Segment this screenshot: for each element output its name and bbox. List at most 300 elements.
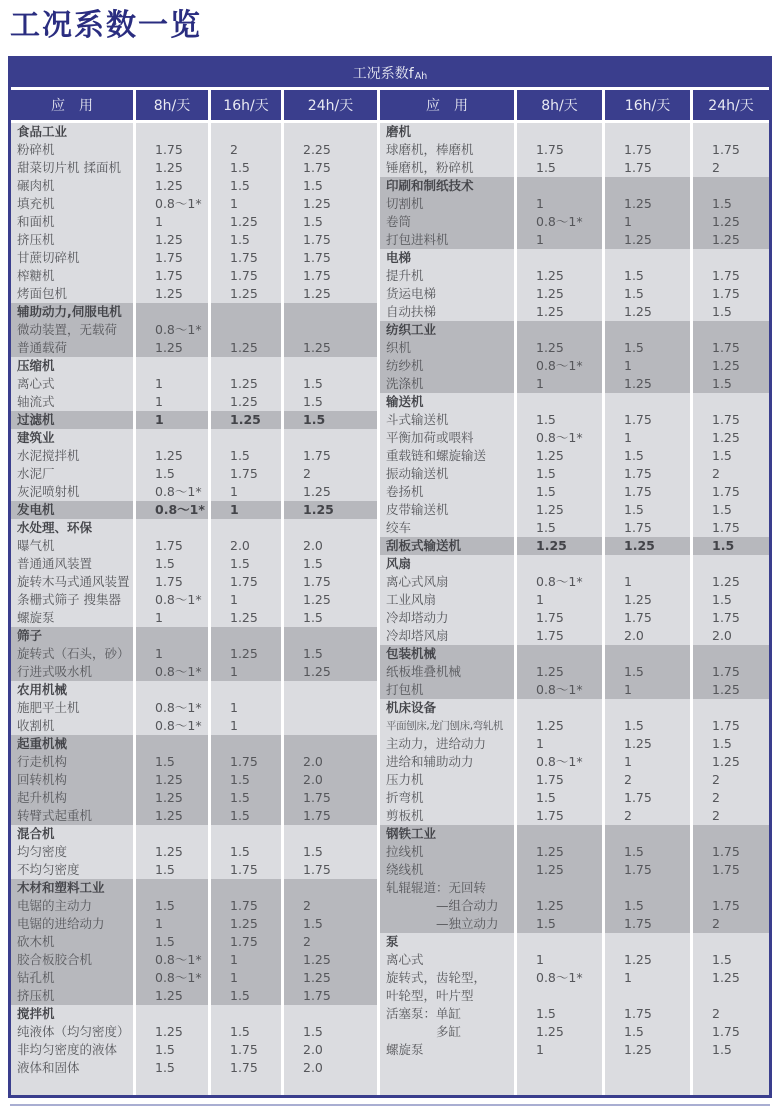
- value-24h: 1.75: [284, 573, 377, 591]
- value-16h: 1.5: [605, 285, 690, 303]
- value-16h: 1.25: [605, 195, 690, 213]
- value-8h: [517, 1059, 602, 1077]
- value-8h: 1.75: [136, 267, 208, 285]
- value-8h: [136, 627, 208, 645]
- col-header-8h-day: 8h/天: [517, 90, 602, 120]
- value-8h: [517, 177, 602, 195]
- value-24h: [693, 555, 769, 573]
- row-label: 行进式吸水机: [11, 663, 133, 681]
- value-24h: 1.75: [693, 717, 769, 735]
- value-16h: 1.75: [605, 915, 690, 933]
- value-24h: 1.25: [284, 969, 377, 987]
- row-label: 灰泥喷射机: [11, 483, 133, 501]
- value-24h: 1.75: [284, 231, 377, 249]
- value-24h: [284, 1005, 377, 1023]
- value-24h: 1.25: [693, 213, 769, 231]
- row-label: 绕线机: [380, 861, 514, 879]
- coefficient-table: [8, 56, 772, 1098]
- value-8h: 1: [136, 915, 208, 933]
- section-label: 包装机械: [380, 645, 514, 663]
- row-label: 多缸: [380, 1023, 514, 1041]
- value-24h: [693, 393, 769, 411]
- value-16h: 1.75: [605, 861, 690, 879]
- row-label: 活塞泵：单缸: [380, 1005, 514, 1023]
- row-label: 旋转木马式通风装置: [11, 573, 133, 591]
- row-label: 普通通风装置: [11, 555, 133, 573]
- section-label: 食品工业: [11, 123, 133, 141]
- value-24h: 2: [693, 1005, 769, 1023]
- value-8h: 1: [136, 213, 208, 231]
- value-8h: 1: [136, 609, 208, 627]
- value-24h: 1.75: [284, 267, 377, 285]
- row-label: 卷筒: [380, 213, 514, 231]
- row-label: 切割机: [380, 195, 514, 213]
- value-8h: [136, 1005, 208, 1023]
- table-header-band: [11, 59, 769, 87]
- row-label: 填充机: [11, 195, 133, 213]
- value-8h: 1.75: [517, 771, 602, 789]
- value-16h: [605, 1077, 690, 1095]
- value-24h: [693, 123, 769, 141]
- value-16h: 2: [605, 771, 690, 789]
- value-24h: 1.5: [693, 951, 769, 969]
- value-24h: 1.25: [693, 753, 769, 771]
- value-24h: 1.75: [284, 249, 377, 267]
- value-16h: [605, 879, 690, 897]
- col-header-application: 应 用: [380, 90, 514, 120]
- value-8h: 1.75: [517, 807, 602, 825]
- section-label: 机床设备: [380, 699, 514, 717]
- row-label: 冷却塔动力: [380, 609, 514, 627]
- value-8h: [136, 735, 208, 753]
- value-8h: 1.25: [136, 807, 208, 825]
- value-16h: 1: [605, 357, 690, 375]
- value-8h: 0.8～1*: [136, 951, 208, 969]
- value-24h: [284, 303, 377, 321]
- value-8h: 1.25: [136, 843, 208, 861]
- row-label: 折弯机: [380, 789, 514, 807]
- value-16h: 1.25: [605, 231, 690, 249]
- value-8h: 1.25: [136, 1023, 208, 1041]
- value-8h: 1.5: [517, 915, 602, 933]
- value-16h: 1: [211, 969, 281, 987]
- row-label: 旋转式，齿轮型，: [380, 969, 514, 987]
- value-16h: 1: [605, 969, 690, 987]
- value-8h: 1.25: [136, 177, 208, 195]
- value-24h: [284, 879, 377, 897]
- value-8h: [517, 933, 602, 951]
- value-8h: 1: [517, 231, 602, 249]
- value-24h: 1.75: [693, 861, 769, 879]
- value-16h: [211, 825, 281, 843]
- value-24h: 2.0: [284, 1059, 377, 1077]
- value-24h: 1.25: [284, 339, 377, 357]
- value-8h: [517, 699, 602, 717]
- value-16h: 1: [605, 213, 690, 231]
- value-16h: [211, 123, 281, 141]
- value-8h: 0.8～1*: [517, 429, 602, 447]
- value-24h: 2.0: [284, 537, 377, 555]
- value-8h: 1.75: [517, 609, 602, 627]
- value-24h: 1.5: [693, 501, 769, 519]
- value-16h: 1.5: [211, 159, 281, 177]
- value-16h: 1.5: [605, 267, 690, 285]
- value-8h: 1.25: [136, 285, 208, 303]
- value-16h: 1.25: [605, 735, 690, 753]
- value-16h: 1.25: [605, 591, 690, 609]
- row-label: 电锯的进给动力: [11, 915, 133, 933]
- value-16h: 2: [211, 141, 281, 159]
- row-label: 自动扶梯: [380, 303, 514, 321]
- row-label: 螺旋泵: [11, 609, 133, 627]
- value-8h: 1.25: [517, 267, 602, 285]
- section-label: 混合机: [11, 825, 133, 843]
- value-16h: 1.75: [211, 249, 281, 267]
- row-label: 重载链和螺旋输送: [380, 447, 514, 465]
- value-16h: [211, 735, 281, 753]
- value-16h: 1.25: [605, 951, 690, 969]
- value-24h: 2: [693, 159, 769, 177]
- row-label: 工业风扇: [380, 591, 514, 609]
- value-8h: [517, 645, 602, 663]
- value-24h: 1.5: [693, 375, 769, 393]
- value-8h: 1.25: [517, 285, 602, 303]
- value-24h: 1.25: [284, 285, 377, 303]
- section-label: 农用机械: [11, 681, 133, 699]
- value-8h: 1.75: [517, 627, 602, 645]
- row-label: 绞车: [380, 519, 514, 537]
- value-24h: 1.5: [284, 915, 377, 933]
- value-16h: 1.5: [211, 555, 281, 573]
- value-24h: [284, 123, 377, 141]
- value-24h: [284, 321, 377, 339]
- value-24h: 1.75: [284, 987, 377, 1005]
- value-8h: 1: [136, 411, 208, 429]
- value-16h: [605, 987, 690, 1005]
- value-16h: 1.75: [605, 609, 690, 627]
- section-label: 纺织工业: [380, 321, 514, 339]
- value-8h: [517, 393, 602, 411]
- value-24h: [693, 321, 769, 339]
- row-label: 叶轮型，叶片型: [380, 987, 514, 1005]
- value-16h: 1.25: [211, 213, 281, 231]
- value-24h: 2: [693, 771, 769, 789]
- row-label: 货运电梯: [380, 285, 514, 303]
- page-title: 工况系数一览: [10, 8, 202, 43]
- value-16h: 1.25: [211, 393, 281, 411]
- value-24h: [284, 429, 377, 447]
- value-8h: 1: [517, 591, 602, 609]
- value-8h: 1.5: [136, 1041, 208, 1059]
- value-24h: 1.5: [284, 1023, 377, 1041]
- row-label: 微动装置，无载荷: [11, 321, 133, 339]
- row-label: 拉线机: [380, 843, 514, 861]
- value-16h: 1.25: [211, 411, 281, 429]
- value-16h: 1.5: [211, 807, 281, 825]
- row-label: 钻孔机: [11, 969, 133, 987]
- value-24h: 1.5: [284, 843, 377, 861]
- value-16h: 1.25: [211, 609, 281, 627]
- value-16h: 1: [211, 699, 281, 717]
- row-label: 粉碎机: [11, 141, 133, 159]
- value-8h: 1: [136, 393, 208, 411]
- value-16h: 1: [211, 717, 281, 735]
- value-16h: 1.5: [605, 339, 690, 357]
- row-label: 普通载荷: [11, 339, 133, 357]
- value-16h: 1.5: [605, 717, 690, 735]
- row-label: 提升机: [380, 267, 514, 285]
- value-24h: 1.5: [284, 177, 377, 195]
- value-16h: [605, 555, 690, 573]
- row-label: 电锯的主动力: [11, 897, 133, 915]
- row-label: 锤磨机，粉碎机: [380, 159, 514, 177]
- row-label: 皮带输送机: [380, 501, 514, 519]
- value-24h: 1.25: [693, 969, 769, 987]
- value-16h: 1: [605, 681, 690, 699]
- section-label: 风扇: [380, 555, 514, 573]
- row-label: —组合动力: [380, 897, 514, 915]
- col-header-16h-day: 16h/天: [211, 90, 281, 120]
- value-24h: 1.25: [693, 681, 769, 699]
- value-24h: [284, 735, 377, 753]
- value-8h: 1.25: [517, 843, 602, 861]
- value-8h: 1.5: [517, 1005, 602, 1023]
- value-8h: 1.25: [136, 447, 208, 465]
- value-24h: 2.0: [693, 627, 769, 645]
- value-16h: 1.75: [211, 465, 281, 483]
- row-label: 砍木机: [11, 933, 133, 951]
- value-8h: 0.8～1*: [136, 699, 208, 717]
- value-24h: 1.25: [693, 573, 769, 591]
- value-24h: [693, 825, 769, 843]
- value-16h: 1.25: [605, 1041, 690, 1059]
- value-8h: 1.75: [136, 249, 208, 267]
- section-label: 磨机: [380, 123, 514, 141]
- col-header-24h-day: 24h/天: [284, 90, 377, 120]
- value-24h: 1.75: [693, 267, 769, 285]
- value-8h: 0.8～1*: [136, 663, 208, 681]
- value-24h: 1.75: [693, 411, 769, 429]
- value-16h: [211, 519, 281, 537]
- row-label: 斗式输送机: [380, 411, 514, 429]
- value-8h: 1.75: [136, 141, 208, 159]
- value-24h: 1.75: [284, 159, 377, 177]
- row-label: 水泥厂: [11, 465, 133, 483]
- value-8h: 1.25: [517, 303, 602, 321]
- value-8h: 1.5: [517, 465, 602, 483]
- value-8h: 1.75: [136, 573, 208, 591]
- section-label: 水处理、环保: [11, 519, 133, 537]
- value-24h: [693, 699, 769, 717]
- value-8h: 0.8～1*: [136, 969, 208, 987]
- value-16h: 1: [211, 951, 281, 969]
- value-16h: [211, 1005, 281, 1023]
- value-8h: 1: [136, 645, 208, 663]
- value-8h: [517, 1077, 602, 1095]
- row-label: 压力机: [380, 771, 514, 789]
- value-16h: 1.5: [605, 501, 690, 519]
- row-label: 螺旋泵: [380, 1041, 514, 1059]
- value-8h: 1.25: [517, 1023, 602, 1041]
- value-24h: 1.5: [693, 195, 769, 213]
- value-8h: 1.25: [136, 231, 208, 249]
- row-label: [11, 1077, 133, 1095]
- value-16h: 1.25: [211, 375, 281, 393]
- row-label: 平衡加荷或喂料: [380, 429, 514, 447]
- value-16h: 1.25: [211, 645, 281, 663]
- value-24h: [284, 519, 377, 537]
- value-24h: 2: [693, 789, 769, 807]
- row-label: 卷扬机: [380, 483, 514, 501]
- col-header-8h-day: 8h/天: [136, 90, 208, 120]
- value-16h: [605, 699, 690, 717]
- value-24h: 2: [284, 465, 377, 483]
- value-8h: 1.25: [517, 501, 602, 519]
- row-label: 回转机构: [11, 771, 133, 789]
- col-header-16h-day: 16h/天: [605, 90, 690, 120]
- value-8h: 0.8～1*: [517, 357, 602, 375]
- value-16h: 2.0: [605, 627, 690, 645]
- value-8h: 1.5: [136, 465, 208, 483]
- row-label: 不均匀密度: [11, 861, 133, 879]
- value-8h: 1.5: [136, 1059, 208, 1077]
- value-24h: [693, 645, 769, 663]
- value-16h: 1.5: [605, 663, 690, 681]
- value-24h: [693, 249, 769, 267]
- value-16h: 1.75: [605, 159, 690, 177]
- section-label: 发电机: [11, 501, 133, 519]
- value-16h: 1: [605, 573, 690, 591]
- value-8h: 1: [517, 1041, 602, 1059]
- value-16h: 1.75: [605, 1005, 690, 1023]
- value-8h: [517, 555, 602, 573]
- section-label: 泵: [380, 933, 514, 951]
- value-16h: 1.25: [211, 285, 281, 303]
- value-24h: 1.75: [284, 789, 377, 807]
- value-16h: 2: [605, 807, 690, 825]
- value-8h: 1.5: [517, 519, 602, 537]
- value-24h: [693, 987, 769, 1005]
- value-24h: 2.0: [284, 771, 377, 789]
- section-label: 电梯: [380, 249, 514, 267]
- section-label: 印刷和制纸技术: [380, 177, 514, 195]
- value-24h: 1.75: [693, 483, 769, 501]
- value-8h: [517, 321, 602, 339]
- row-label: 挤压机: [11, 987, 133, 1005]
- value-16h: [605, 123, 690, 141]
- row-label: 纯液体（均匀密度）: [11, 1023, 133, 1041]
- value-24h: [284, 627, 377, 645]
- section-label: 压缩机: [11, 357, 133, 375]
- value-16h: 1.5: [211, 987, 281, 1005]
- value-8h: 0.8～1*: [517, 573, 602, 591]
- value-24h: [284, 699, 377, 717]
- value-16h: 1.75: [211, 1059, 281, 1077]
- col-header-24h-day: 24h/天: [693, 90, 769, 120]
- row-label: 施肥平土机: [11, 699, 133, 717]
- value-8h: 1.5: [517, 789, 602, 807]
- value-16h: 1.5: [211, 771, 281, 789]
- value-8h: 0.8～1*: [517, 753, 602, 771]
- value-8h: [517, 249, 602, 267]
- value-16h: 1.75: [605, 483, 690, 501]
- value-8h: [517, 879, 602, 897]
- value-24h: 1.75: [284, 861, 377, 879]
- value-16h: [211, 879, 281, 897]
- value-16h: 1.75: [605, 519, 690, 537]
- value-24h: 2: [693, 465, 769, 483]
- value-24h: 1.5: [693, 303, 769, 321]
- value-8h: 1.75: [136, 537, 208, 555]
- row-label: 旋转式（石头，砂）: [11, 645, 133, 663]
- value-8h: 1.25: [517, 717, 602, 735]
- row-label: 起升机构: [11, 789, 133, 807]
- value-16h: 1.25: [211, 915, 281, 933]
- value-16h: 1.5: [211, 231, 281, 249]
- value-16h: 1.75: [605, 411, 690, 429]
- value-16h: [211, 681, 281, 699]
- value-16h: 1.75: [605, 465, 690, 483]
- value-24h: [284, 1077, 377, 1095]
- value-24h: 1.25: [284, 501, 377, 519]
- row-label: 和面机: [11, 213, 133, 231]
- value-8h: [136, 303, 208, 321]
- value-16h: 1.75: [211, 573, 281, 591]
- value-16h: [605, 321, 690, 339]
- value-8h: 1: [517, 735, 602, 753]
- row-label: 均匀密度: [11, 843, 133, 861]
- value-24h: 2.0: [284, 753, 377, 771]
- value-16h: [211, 357, 281, 375]
- value-24h: 2: [284, 933, 377, 951]
- value-8h: 1.25: [136, 987, 208, 1005]
- value-8h: 1.25: [517, 861, 602, 879]
- value-8h: [517, 123, 602, 141]
- value-16h: 1.75: [211, 861, 281, 879]
- value-24h: 1.25: [284, 591, 377, 609]
- value-24h: 1.5: [693, 1041, 769, 1059]
- value-8h: 1.25: [136, 339, 208, 357]
- value-24h: 1.5: [693, 591, 769, 609]
- row-label: 洗涤机: [380, 375, 514, 393]
- value-16h: [211, 1077, 281, 1095]
- value-24h: 1.25: [284, 483, 377, 501]
- row-label: 水泥搅拌机: [11, 447, 133, 465]
- value-8h: 0.8～1*: [136, 195, 208, 213]
- value-8h: 0.8～1*: [517, 969, 602, 987]
- value-24h: 1.5: [693, 537, 769, 555]
- value-16h: 1.25: [605, 375, 690, 393]
- value-8h: [136, 429, 208, 447]
- table-bottom-accent-line: [10, 1104, 770, 1106]
- row-label: 主动力，进给动力: [380, 735, 514, 753]
- value-24h: 1.25: [693, 231, 769, 249]
- value-8h: 1.5: [136, 555, 208, 573]
- value-8h: 0.8～1*: [136, 321, 208, 339]
- value-16h: 1: [211, 483, 281, 501]
- row-label: [380, 1077, 514, 1095]
- value-8h: 1.5: [136, 933, 208, 951]
- value-16h: [605, 1059, 690, 1077]
- value-24h: 1.75: [693, 1023, 769, 1041]
- value-8h: 1.75: [517, 141, 602, 159]
- row-label: 液体和固体: [11, 1059, 133, 1077]
- value-8h: [136, 825, 208, 843]
- value-8h: 1.25: [517, 447, 602, 465]
- section-label: 筛子: [11, 627, 133, 645]
- value-8h: 1.5: [517, 411, 602, 429]
- value-24h: 1.75: [693, 141, 769, 159]
